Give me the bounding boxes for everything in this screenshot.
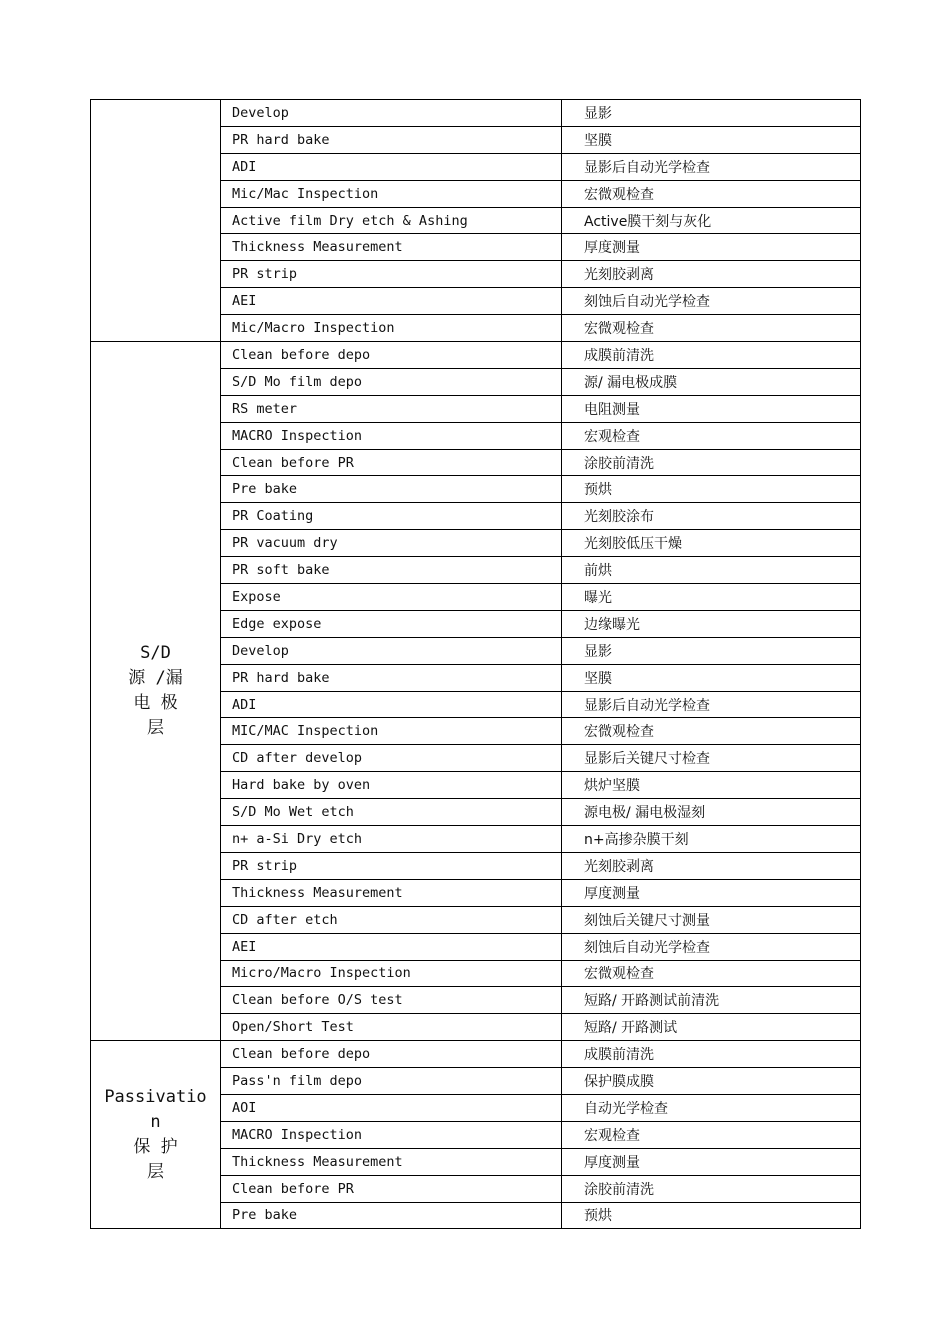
process-step-english: Hard bake by oven — [221, 772, 562, 799]
process-step-english: PR vacuum dry — [221, 530, 562, 557]
process-step-english: Pre bake — [221, 476, 562, 503]
process-step-chinese: 显影 — [562, 100, 861, 127]
layer-cell — [91, 342, 221, 1041]
layer-label-line: 电 极 — [133, 693, 178, 714]
process-step-chinese: 短路/ 开路测试 — [562, 1014, 861, 1041]
process-step-english: MACRO Inspection — [221, 422, 562, 449]
process-step-english: AEI — [221, 288, 562, 315]
process-step-english: Thickness Measurement — [221, 234, 562, 261]
layer-label-line: 保 护 — [133, 1136, 178, 1157]
process-step-chinese: 涂胶前清洗 — [562, 449, 861, 476]
process-step-english: Thickness Measurement — [221, 879, 562, 906]
process-step-chinese: 厚度测量 — [562, 234, 861, 261]
process-step-chinese: 涂胶前清洗 — [562, 1175, 861, 1202]
process-step-chinese: 预烘 — [562, 476, 861, 503]
process-step-chinese: Active膜干刻与灰化 — [562, 207, 861, 234]
process-step-chinese: 成膜前清洗 — [562, 342, 861, 369]
process-step-english: PR hard bake — [221, 664, 562, 691]
process-step-chinese: 前烘 — [562, 557, 861, 584]
process-step-english: Clean before PR — [221, 1175, 562, 1202]
process-step-english: Open/Short Test — [221, 1014, 562, 1041]
process-step-chinese: 显影后自动光学检查 — [562, 153, 861, 180]
layer-label-line: 层 — [147, 1161, 164, 1182]
process-step-english: PR soft bake — [221, 557, 562, 584]
process-step-chinese: 宏微观检查 — [562, 960, 861, 987]
process-step-chinese: 宏微观检查 — [562, 315, 861, 342]
process-step-chinese: 显影后自动光学检查 — [562, 691, 861, 718]
process-step-english: Clean before depo — [221, 1041, 562, 1068]
process-step-english: ADI — [221, 153, 562, 180]
process-step-english: Expose — [221, 584, 562, 611]
table-row — [91, 100, 861, 127]
process-step-chinese: 源/ 漏电极成膜 — [562, 368, 861, 395]
process-step-english: Pass'n film depo — [221, 1068, 562, 1095]
process-step-chinese: 光刻胶剥离 — [562, 261, 861, 288]
process-step-chinese: 烘炉坚膜 — [562, 772, 861, 799]
process-step-chinese: 宏微观检查 — [562, 180, 861, 207]
layer-label-line: 源 /漏 — [128, 668, 183, 689]
process-step-chinese: 宏微观检查 — [562, 718, 861, 745]
process-step-english: Mic/Mac Inspection — [221, 180, 562, 207]
process-step-chinese: 边缘曝光 — [562, 610, 861, 637]
process-step-english: MIC/MAC Inspection — [221, 718, 562, 745]
process-step-chinese: 刻蚀后自动光学检查 — [562, 933, 861, 960]
process-step-chinese: 自动光学检查 — [562, 1094, 861, 1121]
process-step-english: Develop — [221, 637, 562, 664]
process-step-english: S/D Mo Wet etch — [221, 799, 562, 826]
process-step-chinese: 预烘 — [562, 1202, 861, 1229]
process-step-english: Clean before PR — [221, 449, 562, 476]
table-row — [91, 342, 861, 369]
process-table — [90, 99, 861, 1229]
process-step-chinese: 电阻测量 — [562, 395, 861, 422]
process-step-english: PR strip — [221, 852, 562, 879]
process-table-body — [91, 100, 861, 1229]
process-step-english: PR strip — [221, 261, 562, 288]
layer-label-line: S/D — [140, 643, 171, 664]
process-step-chinese: 曝光 — [562, 584, 861, 611]
process-step-chinese: n+高掺杂膜干刻 — [562, 826, 861, 853]
process-step-english: S/D Mo film depo — [221, 368, 562, 395]
process-step-chinese: 宏观检查 — [562, 422, 861, 449]
process-step-english: PR hard bake — [221, 126, 562, 153]
process-step-chinese: 光刻胶低压干燥 — [562, 530, 861, 557]
process-step-english: Clean before O/S test — [221, 987, 562, 1014]
process-step-english: PR Coating — [221, 503, 562, 530]
process-step-english: n+ a-Si Dry etch — [221, 826, 562, 853]
process-step-chinese: 光刻胶剥离 — [562, 852, 861, 879]
process-step-english: Pre bake — [221, 1202, 562, 1229]
process-step-english: Edge expose — [221, 610, 562, 637]
process-step-chinese: 光刻胶涂布 — [562, 503, 861, 530]
process-step-chinese: 刻蚀后关键尺寸测量 — [562, 906, 861, 933]
process-step-english: Mic/Macro Inspection — [221, 315, 562, 342]
process-step-chinese: 短路/ 开路测试前清洗 — [562, 987, 861, 1014]
process-step-chinese: 坚膜 — [562, 664, 861, 691]
layer-label-line: n — [150, 1111, 161, 1132]
process-step-english: MACRO Inspection — [221, 1121, 562, 1148]
process-step-english: Active film Dry etch & Ashing — [221, 207, 562, 234]
table-row — [91, 1041, 861, 1068]
process-step-english: Clean before depo — [221, 342, 562, 369]
layer-cell — [91, 100, 221, 342]
process-step-english: Micro/Macro Inspection — [221, 960, 562, 987]
layer-label-line: Passivatio — [104, 1086, 207, 1107]
process-step-english: CD after develop — [221, 745, 562, 772]
process-step-chinese: 刻蚀后自动光学检查 — [562, 288, 861, 315]
process-step-chinese: 成膜前清洗 — [562, 1041, 861, 1068]
layer-cell — [91, 1041, 221, 1229]
process-step-chinese: 源电极/ 漏电极湿刻 — [562, 799, 861, 826]
layer-label-line: 层 — [147, 718, 164, 739]
process-step-chinese: 坚膜 — [562, 126, 861, 153]
process-step-english: Thickness Measurement — [221, 1148, 562, 1175]
process-step-english: Develop — [221, 100, 562, 127]
process-step-english: AOI — [221, 1094, 562, 1121]
process-step-chinese: 宏观检查 — [562, 1121, 861, 1148]
process-step-english: ADI — [221, 691, 562, 718]
process-step-chinese: 厚度测量 — [562, 1148, 861, 1175]
process-step-chinese: 显影后关键尺寸检查 — [562, 745, 861, 772]
process-step-chinese: 保护膜成膜 — [562, 1068, 861, 1095]
process-step-english: AEI — [221, 933, 562, 960]
process-step-chinese: 显影 — [562, 637, 861, 664]
process-step-english: RS meter — [221, 395, 562, 422]
process-step-chinese: 厚度测量 — [562, 879, 861, 906]
process-step-english: CD after etch — [221, 906, 562, 933]
